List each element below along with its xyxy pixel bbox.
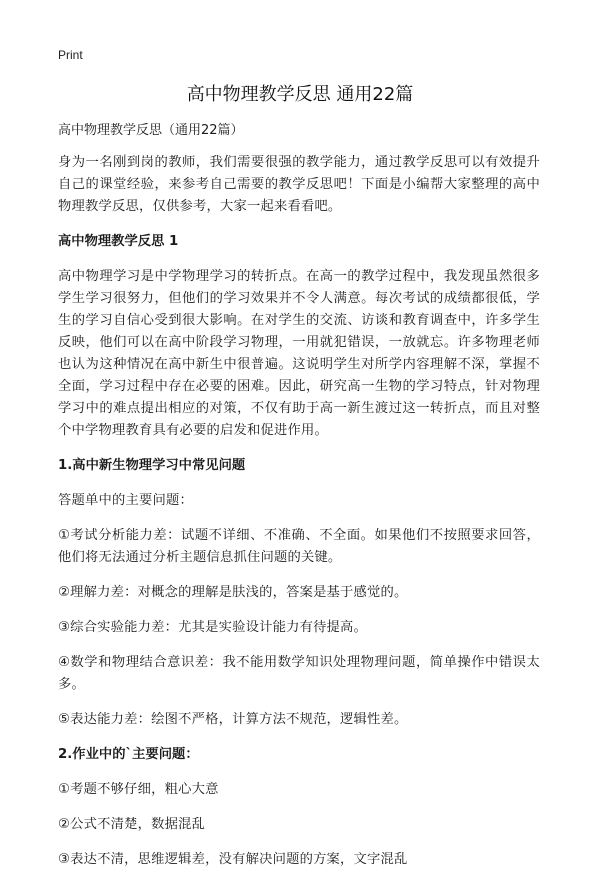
- list-item: ④数学和物理结合意识差：我不能用数学知识处理物理问题，简单操作中错误太多。: [58, 655, 540, 692]
- list-item: ②理解力差：对概念的理解是肤浅的，答案是基于感觉的。: [58, 585, 408, 600]
- subsection-heading-1: 1.高中新生物理学习中常见问题: [58, 458, 246, 473]
- intro-paragraph: 身为一名刚到岗的教师，我们需要很强的教学能力，通过教学反思可以有效提升自己的课堂经验，来参考自己需要的教学反思吧！下面是小编帮大家整理的高中物理教学反思，仅供参考，大家一起来看看吧。: [58, 155, 540, 214]
- list-item: ①考试分析能力差：试题不详细、不准确、不全面。如果他们不按照要求回答，他们将无法通过分析主题信息抓住问题的关键。: [58, 528, 540, 565]
- list-item: ⑤表达能力差：绘图不严格，计算方法不规范，逻辑性差。: [58, 712, 408, 727]
- list-item: ①考题不够仔细，粗心大意: [58, 782, 219, 797]
- subsection-lead: 答题单中的主要问题：: [58, 493, 193, 508]
- section-heading: 高中物理教学反思 1: [58, 234, 179, 249]
- document-subtitle: 高中物理教学反思（通用22篇）: [58, 123, 244, 138]
- section-paragraph: 高中物理学习是中学物理学习的转折点。在高一的教学过程中，我发现虽然很多学生学习很努力，但他们的学习效果并不令人满意。每次考试的成绩都很低，学生的学习自信心受到很大影响。在对学生的交流、访谈和教育调查中，许多学生反映，他们可以在高中阶段学习物理，一用就犯错误，一放就忘。许多物理老师也认为这种情况在高中新生中很普遍。这说明学生对所学内容理解不深，掌握不全面，学习过程中存在必要的困难。因此，研究高一生物的学习特点，针对物理学习中的难点提出相应的对策，不仅有助于高一新生渡过这一转折点，而且对整个中学物理教育具有必要的启发和促进作用。: [58, 269, 540, 438]
- subsection-heading-2: 2.作业中的`主要问题：: [58, 747, 199, 762]
- print-label: Print: [58, 48, 83, 62]
- list-item: ③综合实验能力差：尤其是实验设计能力有待提高。: [58, 620, 368, 635]
- list-item: ③表达不清，思维逻辑差，没有解决问题的方案，文字混乱: [58, 852, 408, 867]
- document-body: [58, 122, 540, 884]
- list-item: ②公式不清楚，数据混乱: [58, 817, 206, 832]
- page-title: 高中物理教学反思 通用22篇: [186, 84, 414, 105]
